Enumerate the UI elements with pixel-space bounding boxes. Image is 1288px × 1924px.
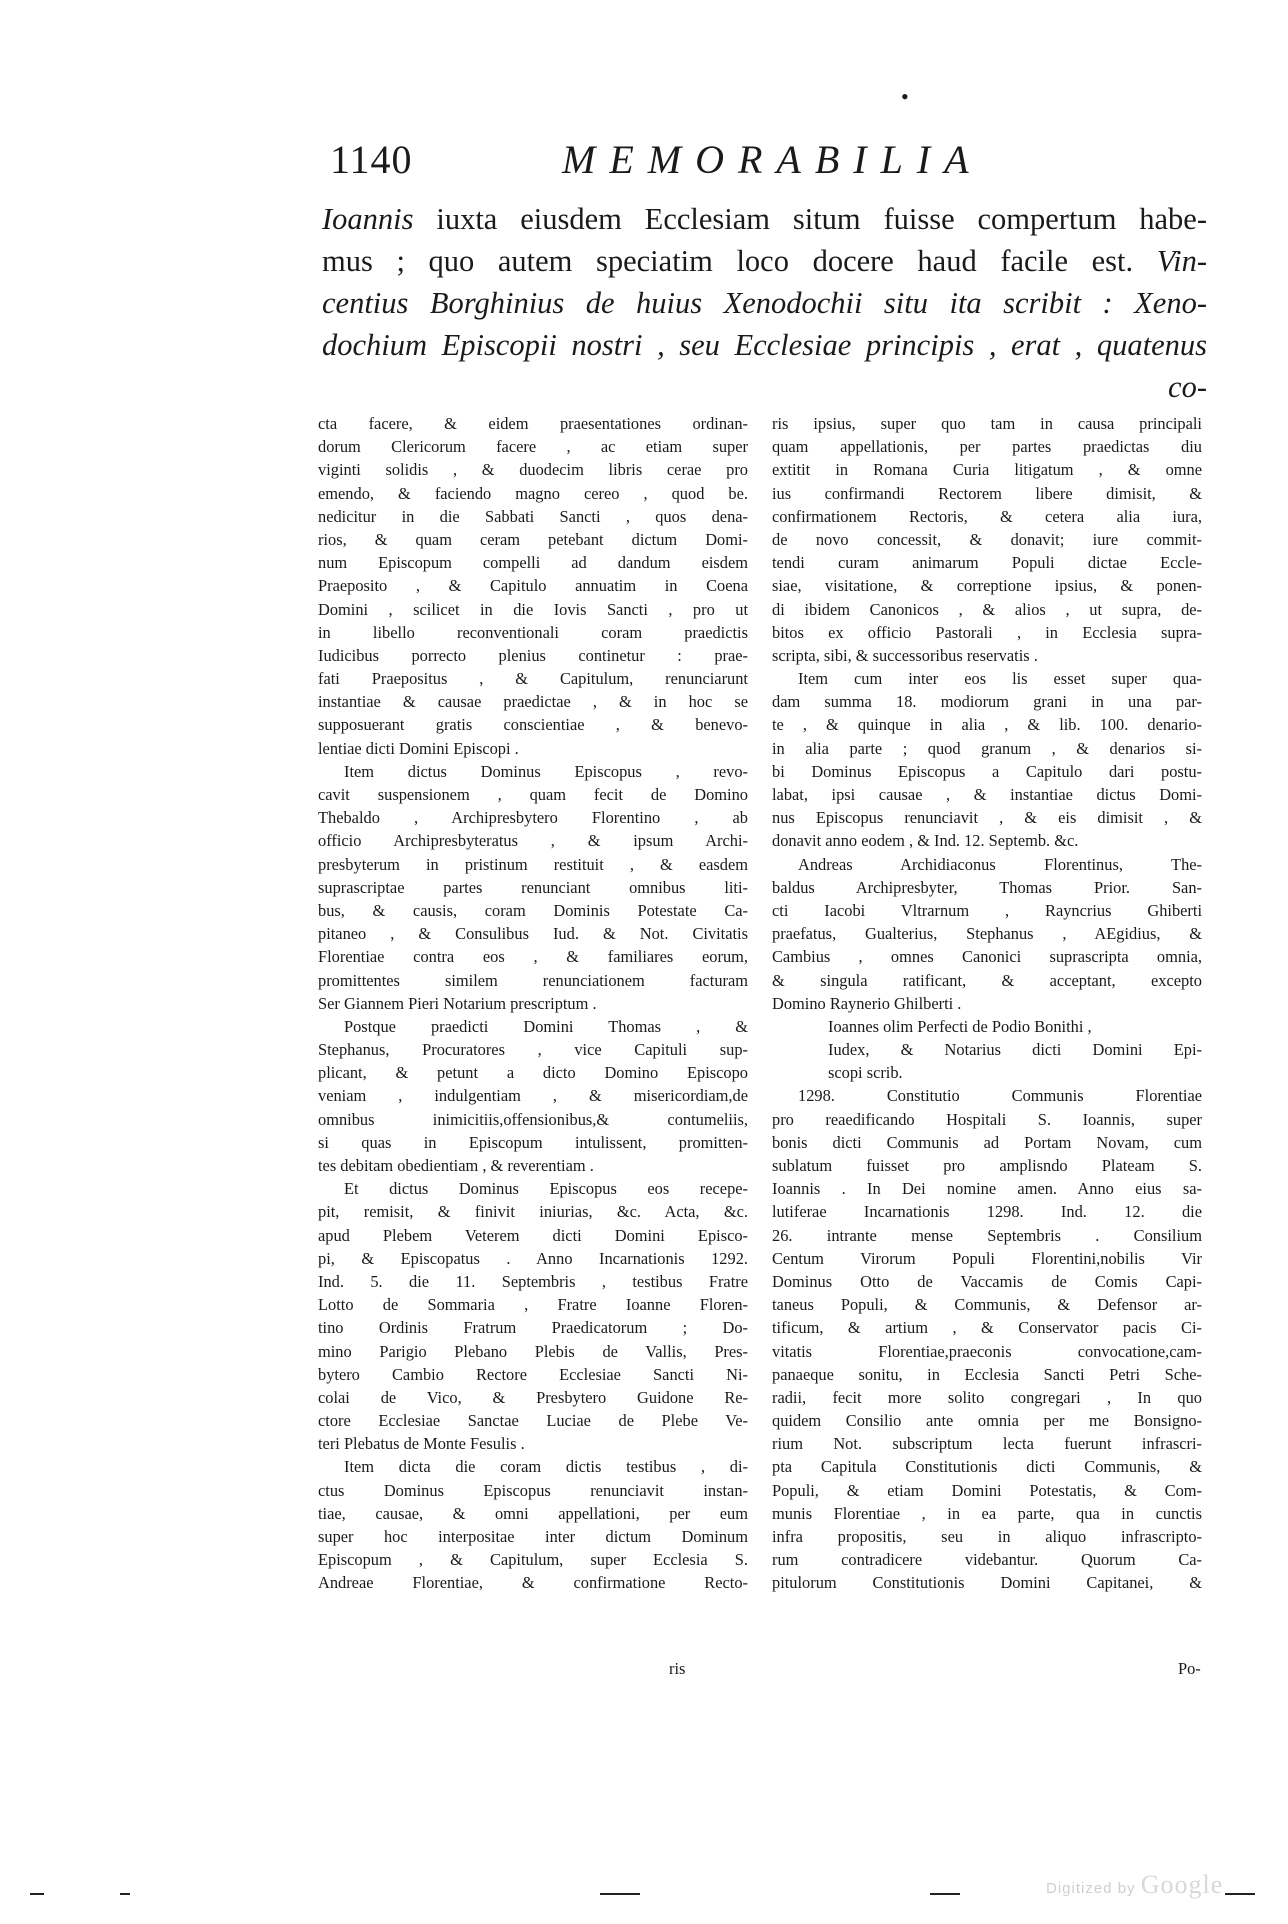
text-line: cti Iacobi Vltrarnum , Rayncrius Ghiberti: [772, 900, 1202, 920]
text-line: lentiae dicti Domini Episcopi .: [318, 738, 519, 758]
text-line: Iudex, & Notarius dicti Domini Epi-: [828, 1040, 1202, 1060]
text-line: confirmationem Rectoris, & cetera alia iura,: [772, 506, 1202, 526]
text-line: Postque praedicti Domini Thomas , &: [344, 1016, 748, 1036]
text-line: ris ipsius, super quo tam in causa principali: [772, 414, 1202, 433]
text-line: Florentiae contra eos , & familiares eorum,: [318, 947, 748, 967]
intro-line: mus ; quo autem speciatim loco docere haud facile est. Vin-: [322, 244, 1207, 278]
text-line: tendi curam animarum Populi dictae Eccle-: [772, 553, 1202, 573]
text-line: apud Plebem Veterem dicti Domini Episco-: [318, 1225, 748, 1245]
text-line: pta Capitula Constitutionis dicti Communis, &: [772, 1457, 1202, 1477]
text-line: dam summa 18. modiorum grani in una par-: [772, 692, 1202, 712]
text-line: Iudicibus porrecto plenius continetur : prae-: [318, 645, 748, 665]
text-line: tino Ordinis Fratrum Praedicatorum ; Do-: [318, 1318, 748, 1338]
text-line: panaeque sonitu, in Ecclesia Sancti Petri Sche-: [772, 1364, 1202, 1384]
scan-edge-mark: [120, 1893, 130, 1895]
scan-edge-mark: [1225, 1893, 1255, 1895]
text-line: Domino Raynerio Ghilberti .: [772, 993, 962, 1013]
page-number: 1140: [330, 137, 413, 182]
text-line: viginti solidis , & duodecim libris cerae pro: [318, 460, 748, 480]
text-line: presbyterum in pristinum restituit , & easdem: [318, 854, 748, 874]
text-line: num Episcopum compelli ad dandum eisdem: [318, 553, 748, 573]
text-line: Praeposito , & Capitulo annuatim in Coena: [318, 576, 748, 596]
text-line: omnibus inimicitiis,offensionibus,& contumeliis,: [318, 1109, 748, 1129]
left-catchword: ris: [669, 1659, 686, 1678]
text-line: supposuerant gratis conscientiae , & benevo-: [318, 715, 748, 735]
text-line: super hoc interpositae inter dictum Dominum: [318, 1527, 748, 1546]
text-line: vitatis Florentiae,praeconis convocatione,cam-: [772, 1341, 1202, 1361]
text-line: ius confirmandi Rectorem libere dimisit, &: [772, 483, 1202, 503]
text-line: Ind. 5. die 11. Septembris , testibus Fratre: [318, 1271, 748, 1291]
text-line: teri Plebatus de Monte Fesulis .: [318, 1434, 525, 1454]
text-line: Thebaldo , Archipresbytero Florentino , ab: [318, 808, 748, 828]
text-line: munis Florentiae , in ea parte, qua in cunctis: [772, 1503, 1202, 1523]
text-line: Lotto de Sommaria , Fratre Ioanne Floren-: [318, 1295, 748, 1315]
text-line: Ioannis . In Dei nomine amen. Anno eius sa-: [772, 1179, 1202, 1199]
text-line: extitit in Romana Curia litigatum , & omne: [772, 460, 1202, 480]
text-line: veniam , indulgentiam , & misericordiam,de: [318, 1086, 748, 1106]
text-line: tificum, & artium , & Conservator pacis Ci-: [772, 1318, 1202, 1338]
text-line: cta facere, & eidem praesentationes ordinan-: [318, 414, 748, 433]
text-line: pi, & Episcopatus . Anno Incarnationis 1292.: [318, 1248, 748, 1268]
text-line: Et dictus Dominus Episcopus eos recepe-: [344, 1179, 748, 1199]
text-line: donavit anno eodem , & Ind. 12. Septemb. &c.: [772, 831, 1079, 851]
text-line: nus Episcopus renunciavit , & eis dimisit , &: [772, 808, 1202, 828]
text-line: Dominus Otto de Vaccamis de Comis Capi-: [772, 1271, 1202, 1291]
watermark-brand: Google: [1140, 1870, 1224, 1899]
text-line: nedicitur in die Sabbati Sancti , quos dena-: [318, 506, 748, 526]
text-line: praefatus, Gualterius, Stephanus , AEgidius, &: [772, 924, 1202, 944]
intro-line: dochium Episcopii nostri , seu Ecclesiae principis , erat , quatenus: [322, 328, 1207, 362]
text-line: dorum Clericorum facere , ac etiam super: [318, 437, 748, 457]
text-line: in alia parte ; quod granum , & denarios si-: [772, 738, 1202, 758]
intro-line: Ioannis iuxta eiusdem Ecclesiam situm fuisse compertum habe-: [322, 202, 1207, 236]
intro-paragraph: [322, 198, 1207, 408]
text-line: tes debitam obedientiam , & reverentiam .: [318, 1156, 594, 1175]
text-line: scopi scrib.: [828, 1063, 903, 1083]
text-line: pro reaedificando Hospitali S. Ioannis, super: [772, 1109, 1202, 1129]
text-line: promittentes similem renunciationem facturam: [318, 970, 748, 990]
intro-line: centius Borghinius de huius Xenodochii situ ita scribit : Xeno-: [322, 286, 1207, 320]
text-line: rios, & quam ceram petebant dictum Domi-: [318, 529, 748, 549]
text-line: Cambius , omnes Canonici suprascripta omnia,: [772, 947, 1202, 967]
running-title: MEMORABILIA: [562, 137, 983, 182]
text-line: bitos ex officio Pastorali , in Ecclesia supra-: [772, 622, 1202, 642]
text-line: in libello reconventionali coram praedictis: [318, 622, 748, 642]
text-line: scripta, sibi, & successoribus reservatis .: [772, 645, 1038, 665]
text-line: officio Archipresbyteratus , & ipsum Archi-: [318, 831, 748, 851]
text-line: Andreas Archidiaconus Florentinus, The-: [798, 854, 1202, 874]
watermark-prefix: Digitized by: [1046, 1880, 1136, 1897]
text-line: si quas in Episcopum intulissent, promitten-: [318, 1132, 748, 1152]
text-line: baldus Archipresbyter, Thomas Prior. San-: [772, 877, 1202, 897]
text-line: bytero Cambio Rectore Ecclesiae Sancti Ni-: [318, 1364, 748, 1384]
text-line: rium Not. subscriptum lecta fuerunt infrascri-: [772, 1434, 1202, 1454]
text-line: te , & quinque in alia , & lib. 100. denario-: [772, 715, 1202, 735]
text-line: Item dictus Dominus Episcopus , revo-: [344, 761, 748, 781]
text-line: infra propositis, seu in aliquo infrascripto-: [772, 1527, 1202, 1546]
text-line: de novo concessit, & donavit; iure commit-: [772, 529, 1202, 549]
text-line: Ser Giannem Pieri Notarium prescriptum .: [318, 993, 597, 1013]
text-line: bi Dominus Episcopus a Capitulo dari postu-: [772, 761, 1202, 781]
text-line: plicant, & petunt a dicto Domino Episcopo: [318, 1063, 748, 1083]
text-line: di ibidem Canonicos , & alios , ut supra, de-: [772, 599, 1202, 619]
left-column: [318, 412, 748, 1595]
text-line: Populi, & etiam Domini Potestatis, & Com-: [772, 1480, 1202, 1500]
text-line: 1298. Constitutio Communis Florentiae: [798, 1086, 1202, 1106]
ink-speck: •: [901, 84, 909, 109]
text-line: emendo, & faciendo magno cereo , quod be.: [318, 483, 748, 503]
page-header: [330, 136, 1210, 192]
text-line: suprascriptae partes renunciant omnibus liti-: [318, 877, 748, 897]
text-line: pit, remisit, & finivit iniurias, &c. Acta, &c.: [318, 1202, 748, 1222]
text-line: cavit suspensionem , quam fecit de Domino: [318, 785, 748, 804]
text-line: Andreae Florentiae, & confirmatione Recto-: [318, 1573, 748, 1593]
text-line: pitulorum Constitutionis Domini Capitanei, &: [772, 1573, 1202, 1593]
scan-edge-mark: [30, 1893, 44, 1895]
text-line: 26. intrante mense Septembris . Consilium: [772, 1225, 1202, 1245]
text-line: Item dicta die coram dictis testibus , di-: [344, 1457, 748, 1477]
text-line: rum contradicere videbantur. Quorum Ca-: [772, 1550, 1202, 1570]
text-line: Centum Virorum Populi Florentini,nobilis Vir: [772, 1248, 1202, 1268]
scan-edge-mark: [600, 1893, 640, 1895]
intro-line: co-: [1168, 370, 1207, 404]
scan-edge-mark: [930, 1893, 960, 1895]
text-line: siae, visitatione, & correptione ipsius, & ponen-: [772, 576, 1202, 596]
text-line: labat, ipsi causae , & instantiae dictus Domi-: [772, 785, 1202, 804]
text-line: fati Praepositus , & Capitulum, renunciarunt: [318, 669, 748, 689]
text-line: colai de Vico, & Presbytero Guidone Re-: [318, 1387, 748, 1407]
text-line: bus, & causis, coram Dominis Potestate Ca-: [318, 900, 748, 920]
text-line: instantiae & causae praedictae , & in hoc se: [318, 692, 748, 712]
text-line: mino Parigio Plebano Plebis de Vallis, Pres-: [318, 1341, 748, 1361]
text-line: ctus Dominus Episcopus renunciavit instan-: [318, 1480, 748, 1500]
digitization-watermark: [1046, 1870, 1223, 1900]
text-line: Domini , scilicet in die Iovis Sancti , pro ut: [318, 599, 748, 619]
text-line: lutiferae Incarnationis 1298. Ind. 12. die: [772, 1202, 1202, 1222]
text-line: ctore Ecclesiae Sanctae Luciae de Plebe Ve-: [318, 1411, 748, 1431]
text-line: pitaneo , & Consulibus Iud. & Not. Civitatis: [318, 924, 748, 944]
text-line: quam appellationis, per partes praedictas diu: [772, 437, 1202, 457]
text-line: taneus Populi, & Communis, & Defensor ar-: [772, 1295, 1202, 1315]
text-line: Stephanus, Procuratores , vice Capituli sup-: [318, 1040, 748, 1060]
text-line: bonis dicti Communis ad Portam Novam, cum: [772, 1132, 1202, 1152]
text-line: Item cum inter eos lis esset super qua-: [798, 669, 1202, 689]
right-column: [772, 412, 1202, 1595]
text-line: Episcopum , & Capitulum, super Ecclesia S.: [318, 1550, 748, 1570]
text-line: radii, fecit more solito congregari , In quo: [772, 1387, 1202, 1407]
text-line: Ioannes olim Perfecti de Podio Bonithi ,: [828, 1016, 1092, 1036]
text-line: & singula ratificant, & acceptant, excepto: [772, 970, 1202, 990]
text-line: quidem Consilio ante omnia per me Bonsigno-: [772, 1411, 1202, 1431]
right-catchword: Po-: [1178, 1659, 1201, 1678]
text-line: sublatum fuisset pro amplisndo Plateam S.: [772, 1156, 1202, 1175]
text-line: tiae, causae, & omni appellationi, per eum: [318, 1503, 748, 1523]
